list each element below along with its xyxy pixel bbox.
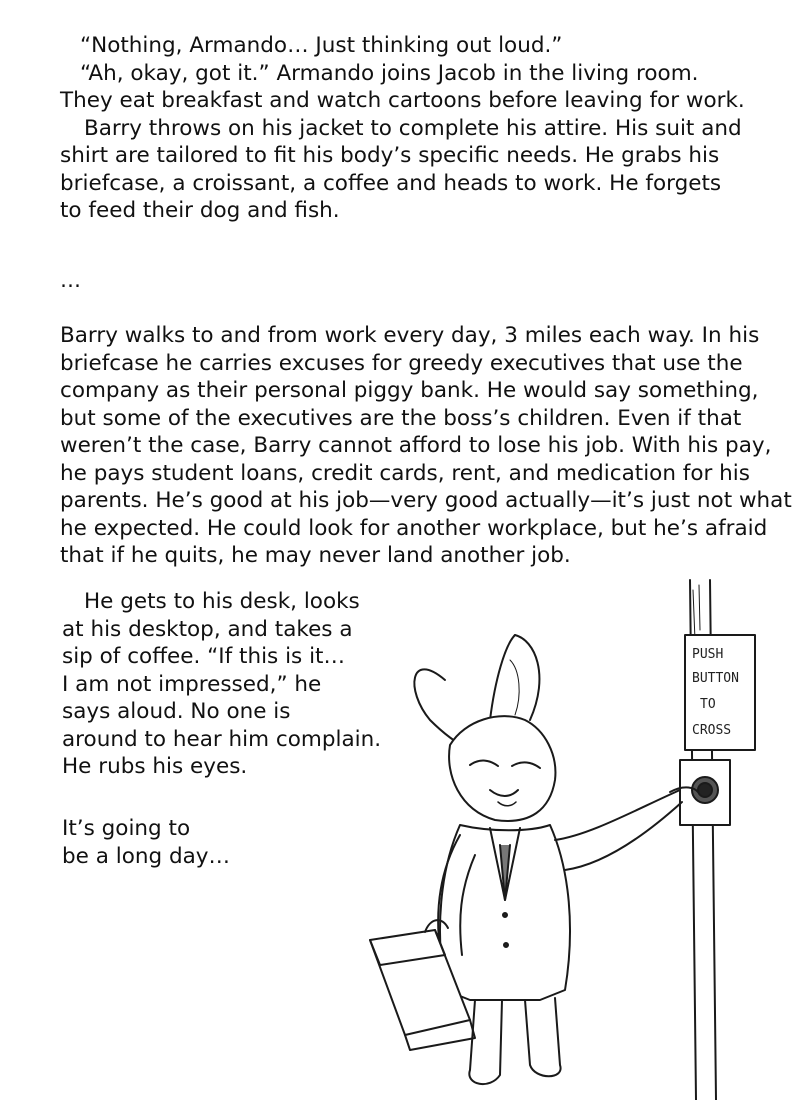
sign-line-to: TO [700, 697, 716, 712]
text-line: be a long day… [62, 843, 231, 869]
text-line: They eat breakfast and watch cartoons before leaving for work. [60, 88, 745, 113]
opening-passage [60, 32, 750, 225]
scene-break: … [60, 268, 81, 292]
text-line: shirt are tailored to fit his body’s specific needs. He grabs his [60, 143, 720, 168]
text-line: says aloud. No one is [62, 699, 291, 724]
text-line: he pays student loans, credit cards, rent, and medication for his [60, 460, 750, 486]
text-line: to feed their dog and fish. [60, 198, 340, 223]
rabbit-pushing-crosswalk-button-illustration [350, 570, 770, 1100]
dialogue-line-2: “Ah, okay, got it.” Armando joins Jacob in the living room. [80, 60, 699, 86]
text-line: Barry throws on his jacket to complete his attire. His suit and [84, 115, 742, 141]
text-line: that if he quits, he may never land another job. [60, 543, 571, 568]
text-line: It’s going to [62, 816, 191, 841]
sign-line-button: BUTTON [692, 671, 739, 686]
desk-passage [62, 588, 382, 781]
sign-line-push: PUSH [692, 647, 724, 662]
closing-passage [62, 815, 262, 870]
text-line: Barry walks to and from work every day, 3 miles each way. In his [60, 323, 760, 348]
text-line: but some of the executives are the boss’s children. Even if that [60, 405, 742, 431]
text-line: sip of coffee. “If this is it… [62, 644, 345, 669]
text-line: at his desktop, and takes a [62, 616, 353, 642]
text-line: He rubs his eyes. [62, 754, 248, 779]
text-line: he expected. He could look for another workplace, but he’s afraid [60, 515, 768, 541]
text-line: I am not impressed,” he [62, 671, 322, 697]
sign-line-cross: CROSS [692, 723, 732, 738]
text-line: briefcase, a croissant, a coffee and heads to work. He forgets [60, 170, 722, 196]
dialogue-line-1: “Nothing, Armando… Just thinking out loud.” [80, 33, 563, 58]
text-line: parents. He’s good at his job—very good actually—it’s just not what [60, 488, 792, 513]
text-line: around to hear him complain. [62, 726, 382, 752]
commute-passage [60, 322, 792, 570]
text-line: He gets to his desk, looks [84, 589, 360, 614]
text-line: company as their personal piggy bank. He would say something, [60, 378, 759, 403]
text-line: weren’t the case, Barry cannot afford to lose his job. With his pay, [60, 433, 772, 458]
text-line: briefcase he carries excuses for greedy executives that use the [60, 350, 743, 376]
